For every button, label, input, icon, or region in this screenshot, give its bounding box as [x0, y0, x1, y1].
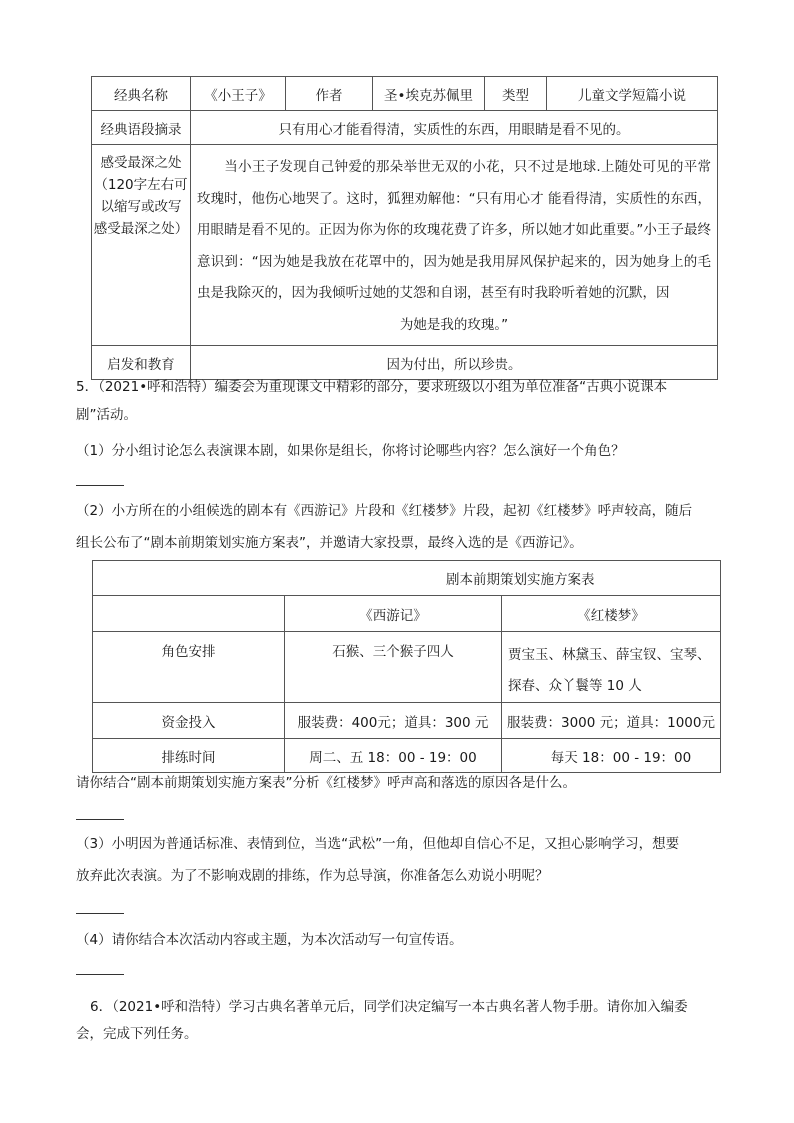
cell-type-label: 类型 [485, 77, 547, 111]
classic-reading-table [91, 76, 718, 380]
feeling-label-line: （120字左右可 [94, 177, 188, 193]
answer-blank [76, 485, 124, 486]
cell-excerpt: 只有用心才能看得清，实质性的东西，用眼睛是看不见的。 [191, 111, 718, 145]
header-empty-cell [93, 596, 285, 632]
money-honglou: 服装费：3000 元；道具：1000元 [502, 703, 721, 739]
table-row [93, 703, 721, 739]
cell-classic-name: 《小王子》 [191, 77, 286, 111]
money-label: 资金投入 [93, 703, 285, 739]
table-row [92, 111, 718, 145]
q5-sub2-line2: 组长公布了“剧本前期策划实施方案表”，并邀请大家投票，最终入选的是《西游记》。 [76, 535, 583, 551]
table-row [93, 739, 721, 773]
q5-sub3-line1: （3）小明因为普通话标准、表情到位，当选“武松”一角，但他却自信心不足，又担心影响学习，想要 [76, 836, 680, 852]
plan-table-title: 剧本前期策划实施方案表 [93, 561, 721, 596]
feeling-label-line: 感受最深之处 [100, 155, 182, 171]
cell-author: 圣•埃克苏佩里 [373, 77, 485, 111]
role-xiyouji: 石猴、三个猴子四人 [285, 632, 502, 703]
cell-excerpt-label: 经典语段摘录 [92, 111, 191, 145]
money-xiyouji: 服装费：400元；道具：300 元 [285, 703, 502, 739]
q6-line1: 6．（2021•呼和浩特）学习古典名著单元后，同学们决定编写一本古典名著人物手册。请你加入编委 [90, 999, 688, 1015]
q5-sub3-line2: 放弃此次表演。为了不影响戏剧的排练，作为总导演，你准备怎么劝说小明呢？ [76, 868, 549, 884]
role-label: 角色安排 [93, 632, 285, 703]
table-row [92, 77, 718, 111]
cell-type: 儿童文学短篇小说 [547, 77, 718, 111]
time-xiyouji: 周二、五 18：00 - 19：00 [285, 739, 502, 773]
table-row [93, 596, 721, 632]
q6-line2: 会，完成下列任务。 [76, 1026, 198, 1042]
cell-inspiration-label: 启发和教育 [92, 346, 191, 380]
q5-sub1: （1）分小组讨论怎么表演课本剧，如果你是组长，你将讨论哪些内容？怎么演好一个角色？ [76, 443, 625, 459]
role-honglou: 贾宝玉、林黛玉、薛宝钗、宝琴、探春、众丫鬟等 10 人 [502, 632, 721, 703]
feeling-text-last: 为她是我的玫瑰。” [399, 316, 509, 333]
answer-blank [76, 974, 124, 975]
q5-sub2-question: 请你结合“剧本前期策划实施方案表”分析《红楼梦》呼声高和落选的原因各是什么。 [76, 775, 576, 791]
table-row [93, 561, 721, 596]
table-row [93, 632, 721, 703]
feeling-label-line: 以缩写或改写 [100, 199, 182, 215]
cell-feeling-text [191, 145, 718, 346]
q5-sub4: （4）请你结合本次活动内容或主题，为本次活动写一句宣传语。 [76, 932, 463, 948]
q5-intro-line1: 5．（2021•呼和浩特）编委会为重现课文中精彩的部分，要求班级以小组为单位准备“古典小说课本 [76, 379, 668, 395]
cell-inspiration: 因为付出，所以珍贵。 [191, 346, 718, 380]
plan-table [92, 560, 721, 773]
q5-sub2-line1: （2）小方所在的小组候选的剧本有《西游记》片段和《红楼梦》片段，起初《红楼梦》呼声较高，随后 [76, 503, 693, 519]
cell-classic-name-label: 经典名称 [92, 77, 191, 111]
cell-feeling-label [92, 145, 191, 346]
feeling-label-line: 感受最深之处） [93, 221, 189, 237]
header-honglou: 《红楼梦》 [502, 596, 721, 632]
answer-blank [76, 819, 124, 820]
table-row [92, 145, 718, 346]
q5-intro-line2: 剧”活动。 [76, 407, 137, 423]
header-xiyouji: 《西游记》 [285, 596, 502, 632]
cell-author-label: 作者 [286, 77, 373, 111]
time-honglou: 每天 18：00 - 19：00 [502, 739, 721, 773]
feeling-text-main: 当小王子发现自己钟爱的那朵举世无双的小花，只不过是地球.上随处可见的平常玫瑰时，他伤心地哭了。这时，狐狸劝解他：“只有用心才 能看得清，实质性的东西，用眼睛是看不见的。正因为你为你的玫瑰花费了许多，所以她才如此重要。”小王子最终意识到：“因为她是我放在花罩中的，因为她是我用屏风保护起来的，因为她身上的毛虫是我除灭的，因为我倾听过她的艾怨和自诩，甚至有时我聆听着她的沉默，因 [197, 159, 711, 301]
time-label: 排练时间 [93, 739, 285, 773]
answer-blank [76, 913, 124, 914]
